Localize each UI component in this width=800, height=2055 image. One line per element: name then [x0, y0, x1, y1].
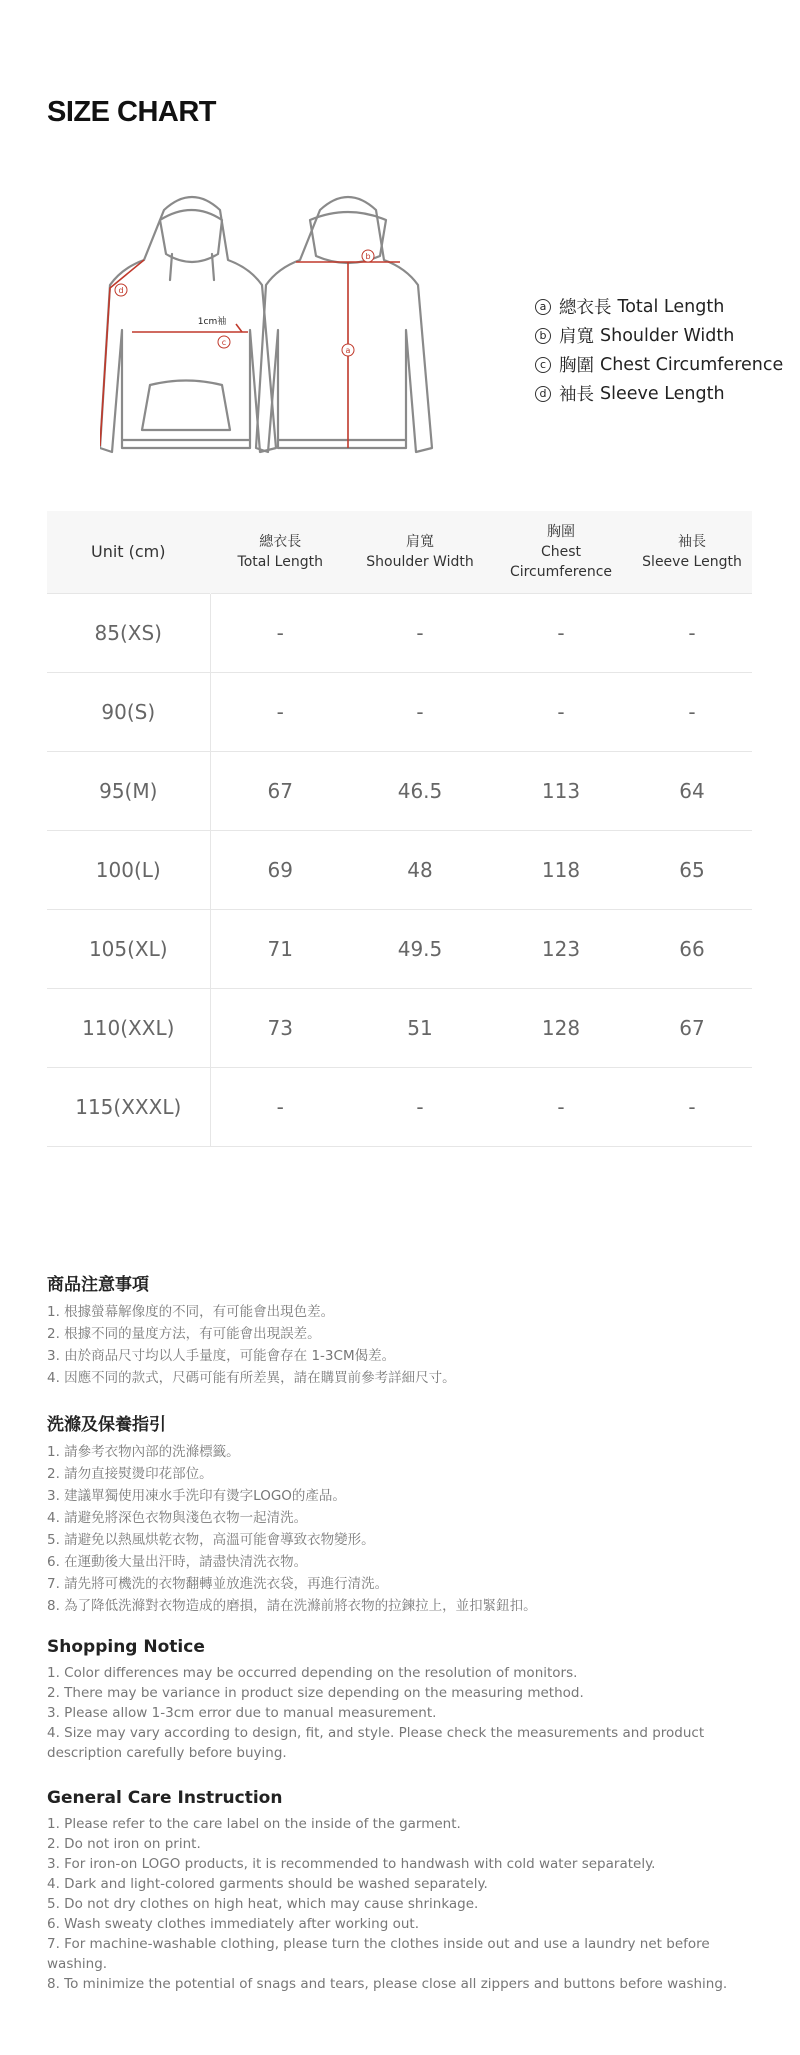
cell-sleeve-length: 65	[632, 831, 752, 910]
table-row	[47, 673, 752, 752]
cell-sleeve-length: -	[632, 594, 752, 673]
cell-chest: 118	[490, 831, 632, 910]
cell-sleeve-length: 66	[632, 910, 752, 989]
cell-shoulder-width: 46.5	[350, 752, 490, 831]
cell-chest: -	[490, 594, 632, 673]
product-notice-zh	[47, 1270, 757, 1389]
care-instructions-zh	[47, 1410, 757, 1617]
marker-a: a	[345, 346, 351, 355]
list-item: 4. 請避免將深色衣物與淺色衣物一起清洗。	[47, 1510, 308, 1526]
cell-total-length: 71	[210, 910, 350, 989]
cell-chest: 113	[490, 752, 632, 831]
list-item: 8. 為了降低洗滌對衣物造成的磨損，請在洗滌前將衣物的拉鍊拉上，並扣緊鈕扣。	[47, 1598, 537, 1614]
col-sleeve-length: 袖長 Sleeve Length	[632, 511, 752, 594]
list-item: 5. 請避免以熱風烘乾衣物，高溫可能會導致衣物變形。	[47, 1532, 375, 1548]
table-row	[47, 752, 752, 831]
table-row	[47, 989, 752, 1068]
shopping-notice-en	[47, 1637, 757, 1763]
list-item: 1. Please refer to the care label on the inside of the garment.	[47, 1816, 461, 1832]
size-label: 100(L)	[47, 831, 210, 910]
cell-shoulder-width: 48	[350, 831, 490, 910]
list-item: 2. Do not iron on print.	[47, 1836, 201, 1852]
size-label: 110(XXL)	[47, 989, 210, 1068]
cell-total-length: 69	[210, 831, 350, 910]
cell-chest: 128	[490, 989, 632, 1068]
list-item: 7. For machine-washable clothing, please turn the clothes inside out and use a laundry net before washing.	[47, 1936, 710, 1972]
cell-total-length: 67	[210, 752, 350, 831]
section-heading: 商品注意事項	[47, 1275, 149, 1295]
cell-shoulder-width: 49.5	[350, 910, 490, 989]
unit-header: Unit (cm)	[47, 511, 210, 594]
table-row	[47, 910, 752, 989]
hoodie-illustration	[100, 190, 440, 460]
marker-a-icon: a	[535, 299, 551, 315]
table-header-row	[47, 511, 752, 594]
cell-chest: -	[490, 673, 632, 752]
list-item: 6. 在運動後大量出汗時，請盡快清洗衣物。	[47, 1554, 308, 1570]
measurement-legend	[535, 292, 783, 408]
list-item: 8. To minimize the potential of snags and tears, please close all zippers and buttons before washing.	[47, 1976, 728, 1992]
section-heading: 洗滌及保養指引	[47, 1415, 166, 1435]
marker-c: c	[221, 338, 227, 347]
cell-sleeve-length: 67	[632, 989, 752, 1068]
marker-b-icon: b	[535, 328, 551, 344]
size-label: 90(S)	[47, 673, 210, 752]
table-row	[47, 831, 752, 910]
marker-d: d	[118, 286, 124, 295]
list-item: 3. 建議單獨使用凍水手洗印有燙字LOGO的產品。	[47, 1488, 346, 1504]
list-item: 4. Size may vary according to design, fit, and style. Please check the measurements and product description carefully before buying.	[47, 1725, 705, 1761]
list-item: 4. 因應不同的款式，尺碼可能有所差異，請在購買前參考詳細尺寸。	[47, 1370, 456, 1386]
list-item: 3. For iron-on LOGO products, it is recommended to handwash with cold water separately.	[47, 1856, 656, 1872]
size-label: 105(XL)	[47, 910, 210, 989]
cell-total-length: -	[210, 594, 350, 673]
care-instructions-en	[47, 1788, 757, 1994]
list-item: 5. Do not dry clothes on high heat, which may cause shrinkage.	[47, 1896, 479, 1912]
cell-total-length: -	[210, 673, 350, 752]
size-label: 95(M)	[47, 752, 210, 831]
list-item: 3. 由於商品尺寸均以人手量度，可能會存在 1-3CM偈差。	[47, 1348, 396, 1364]
cell-shoulder-width: 51	[350, 989, 490, 1068]
marker-d-icon: d	[535, 386, 551, 402]
legend-item-sleeve-length: d 袖長 Sleeve Length	[535, 379, 783, 408]
table-row	[47, 1068, 752, 1147]
list-item: 2. 根據不同的量度方法，有可能會出現誤差。	[47, 1326, 321, 1342]
list-item: 4. Dark and light-colored garments should be washed separately.	[47, 1876, 488, 1892]
list-item: 6. Wash sweaty clothes immediately after working out.	[47, 1916, 419, 1932]
list-item: 1. 請參考衣物內部的洗滌標籤。	[47, 1444, 240, 1460]
cell-sleeve-length: -	[632, 1068, 752, 1147]
marker-c-icon: c	[535, 357, 551, 373]
col-chest: 胸圍 Chest Circumference	[490, 511, 632, 594]
col-total-length: 總衣長 Total Length	[210, 511, 350, 594]
list-item: 2. There may be variance in product size depending on the measuring method.	[47, 1685, 584, 1701]
legend-item-chest: c 胸圍 Chest Circumference	[535, 350, 783, 379]
legend-item-shoulder-width: b 肩寬 Shoulder Width	[535, 321, 783, 350]
cell-total-length: -	[210, 1068, 350, 1147]
legend-item-total-length: a 總衣長 Total Length	[535, 292, 783, 321]
list-item: 3. Please allow 1-3cm error due to manual measurement.	[47, 1705, 437, 1721]
list-item: 1. 根據螢幕解像度的不同，有可能會出現色差。	[47, 1304, 335, 1320]
cell-sleeve-length: -	[632, 673, 752, 752]
size-table	[47, 511, 752, 1147]
list-item: 2. 請勿直接熨燙印花部位。	[47, 1466, 213, 1482]
list-item: 1. Color differences may be occurred depending on the resolution of monitors.	[47, 1665, 578, 1681]
list-item: 7. 請先將可機洗的衣物翻轉並放進洗衣袋，再進行清洗。	[47, 1576, 389, 1592]
table-row	[47, 594, 752, 673]
page-title: SIZE CHART	[47, 96, 216, 128]
cell-chest: 123	[490, 910, 632, 989]
size-label: 115(XXXL)	[47, 1068, 210, 1147]
col-shoulder-width: 肩寬 Shoulder Width	[350, 511, 490, 594]
cell-total-length: 73	[210, 989, 350, 1068]
section-heading: General Care Instruction	[47, 1788, 283, 1808]
cell-sleeve-length: 64	[632, 752, 752, 831]
label-1cm: 1cm袖	[197, 317, 227, 327]
cell-shoulder-width: -	[350, 594, 490, 673]
marker-b: b	[365, 252, 371, 261]
cell-chest: -	[490, 1068, 632, 1147]
size-label: 85(XS)	[47, 594, 210, 673]
cell-shoulder-width: -	[350, 1068, 490, 1147]
section-heading: Shopping Notice	[47, 1637, 205, 1657]
cell-shoulder-width: -	[350, 673, 490, 752]
